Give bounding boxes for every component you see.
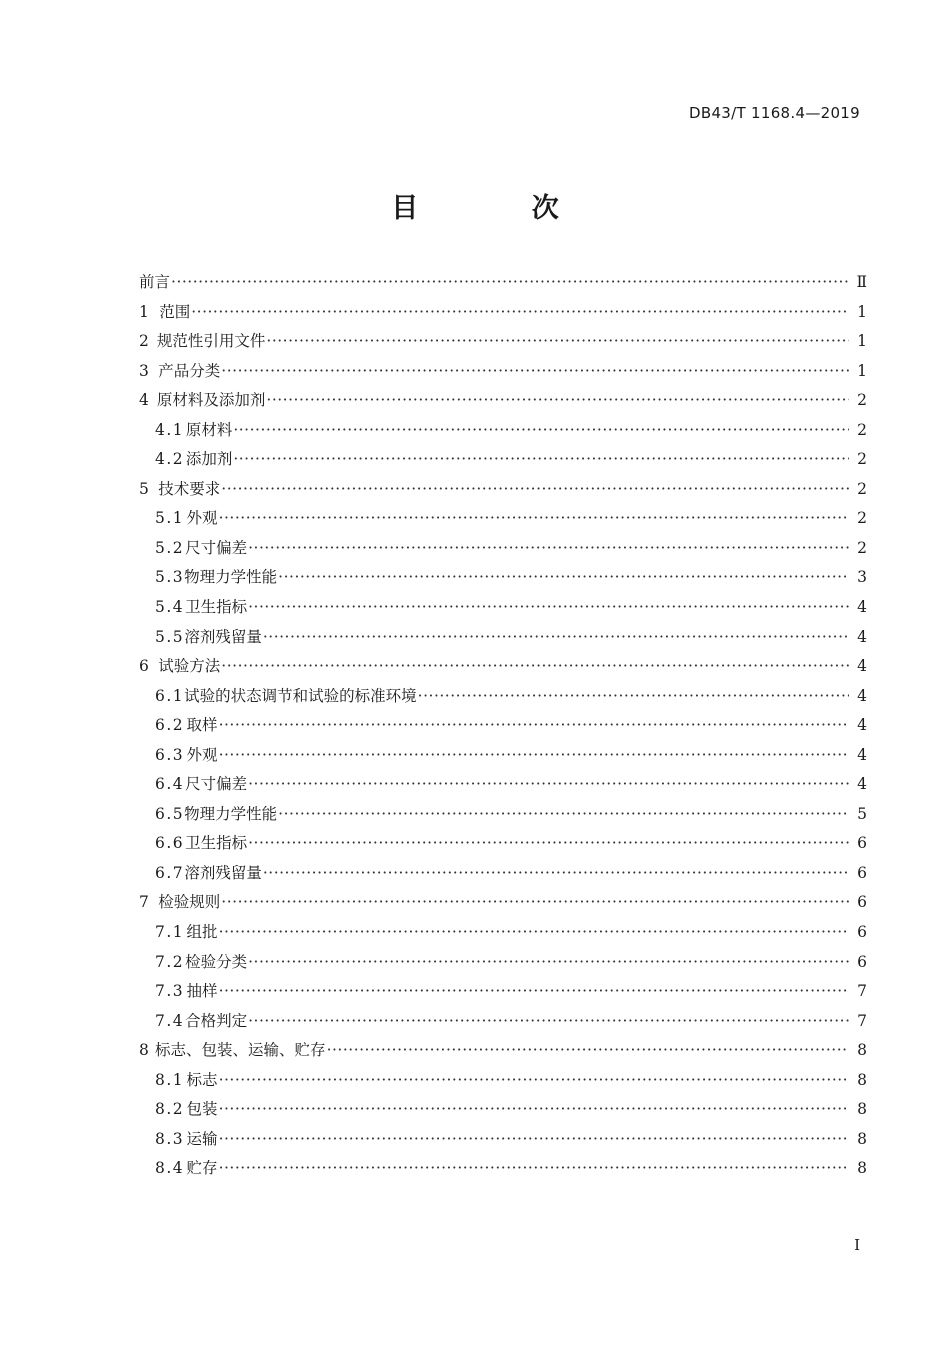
- toc-entry-label: 抽样: [186, 982, 218, 1001]
- toc-entry-page: 2: [857, 509, 867, 528]
- footer-page-number: I: [854, 1236, 860, 1254]
- toc-dot-leader: [221, 652, 849, 682]
- toc-entry-label: 组批: [186, 923, 218, 942]
- toc-entry-number: 4.1: [155, 420, 185, 439]
- toc-entry-page: 2: [857, 450, 867, 469]
- toc-entry-number: 8.1: [155, 1070, 185, 1089]
- toc-entry-label: 取样: [186, 716, 218, 735]
- toc-dot-leader: [278, 563, 849, 593]
- toc-dot-leader: [248, 534, 849, 564]
- toc-dot-leader: [248, 1007, 849, 1037]
- toc-entry[interactable]: [139, 1154, 867, 1184]
- toc-entry-page: 7: [857, 1011, 867, 1030]
- toc-entry[interactable]: [139, 948, 867, 978]
- toc-entry-number: 7.1: [155, 923, 185, 942]
- toc-entry-page: 1: [857, 302, 867, 321]
- toc-entry[interactable]: [139, 563, 867, 593]
- toc-dot-leader: [219, 977, 849, 1007]
- toc-entry-page: 6: [857, 923, 867, 942]
- toc-dot-leader: [263, 623, 849, 653]
- toc-dot-leader: [219, 1125, 849, 1155]
- toc-dot-leader: [221, 888, 849, 918]
- toc-entry-page: 4: [857, 686, 867, 705]
- toc-entry-label: 外观: [186, 745, 218, 764]
- toc-dot-leader: [219, 504, 849, 534]
- toc-entry-page: 8: [857, 1100, 867, 1119]
- toc-entry-number: 6.7: [155, 863, 185, 882]
- toc-entry[interactable]: [139, 445, 867, 475]
- toc-entry-page: 6: [857, 863, 867, 882]
- toc-entry-number: 5.4: [155, 598, 185, 617]
- toc-entry-number: 6.1: [155, 686, 185, 705]
- toc-entry-page: 4: [857, 775, 867, 794]
- toc-dot-leader: [233, 416, 849, 446]
- toc-dot-leader: [248, 593, 849, 623]
- toc-entry-number: 5.5: [155, 627, 185, 646]
- toc-entry-label: 物理力学性能: [184, 804, 278, 823]
- toc-entry-number: 1: [139, 302, 149, 321]
- toc-entry-page: 7: [857, 982, 867, 1001]
- toc-entry-number: 5.2: [155, 538, 185, 557]
- toc-entry-page: 6: [857, 893, 867, 912]
- toc-entry-label: 包装: [186, 1100, 218, 1119]
- toc-entry[interactable]: [139, 977, 867, 1007]
- toc-entry-label: 试验的状态调节和试验的标准环境: [184, 686, 417, 705]
- toc-entry[interactable]: [139, 1095, 867, 1125]
- toc-dot-leader: [266, 327, 849, 357]
- toc-dot-leader: [191, 298, 849, 328]
- toc-entry-page: 2: [857, 391, 867, 410]
- toc-entry[interactable]: [139, 711, 867, 741]
- toc-entry[interactable]: [139, 888, 867, 918]
- toc-entry-page: 1: [857, 332, 867, 351]
- toc-entry-label: 标志: [186, 1070, 218, 1089]
- toc-entry[interactable]: [139, 770, 867, 800]
- toc-entry-page: 4: [857, 716, 867, 735]
- toc-entry[interactable]: [139, 327, 867, 357]
- toc-dot-leader: [248, 770, 849, 800]
- toc-entry-label: 运输: [186, 1129, 218, 1148]
- toc-entry-label: 贮存: [186, 1159, 218, 1178]
- toc-entry-number: 6.4: [155, 775, 185, 794]
- toc-entry[interactable]: [139, 652, 867, 682]
- standard-code: DB43/T 1168.4—2019: [689, 104, 860, 122]
- toc-entry-number: 6.6: [155, 834, 185, 853]
- toc-entry-page: 8: [857, 1041, 867, 1060]
- toc-entry-label: 添加剂: [185, 450, 233, 469]
- toc-dot-leader: [221, 475, 849, 505]
- toc-entry-label: 范围: [159, 302, 191, 321]
- toc-dot-leader: [219, 918, 849, 948]
- toc-dot-leader: [219, 711, 849, 741]
- toc-entry[interactable]: [139, 859, 867, 889]
- toc-entry-page: 8: [857, 1070, 867, 1089]
- toc-entry[interactable]: [139, 357, 867, 387]
- toc-entry-page: 6: [857, 834, 867, 853]
- toc-entry-number: 6.5: [155, 804, 185, 823]
- toc-entry-label: 溶剂残留量: [184, 863, 262, 882]
- toc-entry[interactable]: [139, 504, 867, 534]
- toc-entry-label: 物理力学性能: [184, 568, 278, 587]
- toc-entry-label: 试验方法: [158, 657, 221, 676]
- toc-dot-leader: [171, 268, 849, 298]
- toc-entry-page: 8: [857, 1159, 867, 1178]
- toc-entry[interactable]: [139, 593, 867, 623]
- toc-dot-leader: [219, 1154, 849, 1184]
- toc-entry-label: 前言: [139, 273, 171, 291]
- toc-dot-leader: [248, 829, 849, 859]
- toc-entry[interactable]: [139, 741, 867, 771]
- toc-dot-leader: [221, 357, 849, 387]
- toc-entry[interactable]: [139, 416, 867, 446]
- toc-dot-leader: [263, 859, 849, 889]
- toc-entry[interactable]: [139, 534, 867, 564]
- toc-entry-number: 7.2: [155, 952, 185, 971]
- toc-entry-number: 7: [139, 893, 149, 912]
- toc-entry[interactable]: [139, 829, 867, 859]
- toc-entry-label: 尺寸偏差: [185, 775, 248, 794]
- toc-dot-leader: [219, 1066, 849, 1096]
- toc-entry-number: 7.3: [155, 982, 185, 1001]
- toc-entry-number: 3: [139, 361, 149, 380]
- toc-entry-number: 8.3: [155, 1129, 185, 1148]
- toc-entry-number: 7.4: [155, 1011, 185, 1030]
- toc-entry-number: 8.4: [155, 1159, 185, 1178]
- toc-entry-label: 标志、包装、运输、贮存: [155, 1041, 326, 1060]
- toc-entry-label: 规范性引用文件: [156, 332, 266, 351]
- toc-entry-number: 2: [139, 332, 149, 351]
- toc-entry[interactable]: [139, 268, 867, 298]
- toc-entry-number: 4.2: [155, 450, 185, 469]
- toc-entry-label: 技术要求: [158, 479, 221, 498]
- toc-entry-page: 2: [857, 538, 867, 557]
- toc-entry[interactable]: [139, 800, 867, 830]
- toc-entry-page: 2: [857, 420, 867, 439]
- toc-dot-leader: [233, 445, 849, 475]
- toc-entry-page: 1: [857, 361, 867, 380]
- toc-entry[interactable]: [139, 1036, 867, 1066]
- toc-entry-label: 合格判定: [185, 1011, 248, 1030]
- toc-entry[interactable]: [139, 682, 867, 712]
- toc-dot-leader: [219, 1095, 849, 1125]
- toc-entry-number: 6: [139, 657, 149, 676]
- toc-entry-label: 原材料及添加剂: [156, 391, 266, 410]
- toc-entry[interactable]: [139, 1007, 867, 1037]
- toc-entry-label: 产品分类: [158, 361, 221, 380]
- toc-entry[interactable]: [139, 475, 867, 505]
- toc-entry-label: 检验分类: [185, 952, 248, 971]
- table-of-contents: [139, 268, 867, 1184]
- toc-entry-number: 5.1: [155, 509, 185, 528]
- toc-entry-page: 4: [857, 627, 867, 646]
- toc-entry-number: 5.3: [155, 568, 185, 587]
- toc-entry[interactable]: [139, 623, 867, 653]
- toc-entry-page: 4: [857, 657, 867, 676]
- toc-entry-page: 4: [857, 598, 867, 617]
- toc-entry-page: 8: [857, 1129, 867, 1148]
- toc-entry-number: 4: [139, 391, 149, 410]
- toc-dot-leader: [418, 682, 849, 712]
- toc-dot-leader: [219, 741, 849, 771]
- toc-entry[interactable]: [139, 1066, 867, 1096]
- toc-entry-page: 4: [857, 745, 867, 764]
- toc-entry-label: 检验规则: [158, 893, 221, 912]
- toc-entry-page: 5: [857, 804, 867, 823]
- toc-entry-page: 3: [857, 568, 867, 587]
- toc-entry[interactable]: [139, 386, 867, 416]
- toc-entry[interactable]: [139, 1125, 867, 1155]
- toc-entry[interactable]: [139, 298, 867, 328]
- toc-entry-label: 尺寸偏差: [185, 538, 248, 557]
- page-title: 目 次: [391, 193, 611, 224]
- toc-entry-page: 2: [857, 479, 867, 498]
- toc-dot-leader: [266, 386, 849, 416]
- toc-entry-number: 8: [139, 1041, 149, 1060]
- toc-entry-label: 外观: [186, 509, 218, 528]
- toc-entry-label: 卫生指标: [185, 834, 248, 853]
- toc-entry-label: 原材料: [185, 420, 233, 439]
- toc-entry-label: 溶剂残留量: [184, 627, 262, 646]
- toc-entry-number: 8.2: [155, 1100, 185, 1119]
- toc-entry-number: 6.3: [155, 745, 185, 764]
- toc-entry-page: Ⅱ: [856, 273, 867, 291]
- toc-entry-label: 卫生指标: [185, 598, 248, 617]
- toc-dot-leader: [278, 800, 849, 830]
- toc-entry-number: 5: [139, 479, 149, 498]
- toc-entry[interactable]: [139, 918, 867, 948]
- toc-dot-leader: [248, 948, 849, 978]
- toc-entry-page: 6: [857, 952, 867, 971]
- toc-dot-leader: [327, 1036, 849, 1066]
- toc-entry-number: 6.2: [155, 716, 185, 735]
